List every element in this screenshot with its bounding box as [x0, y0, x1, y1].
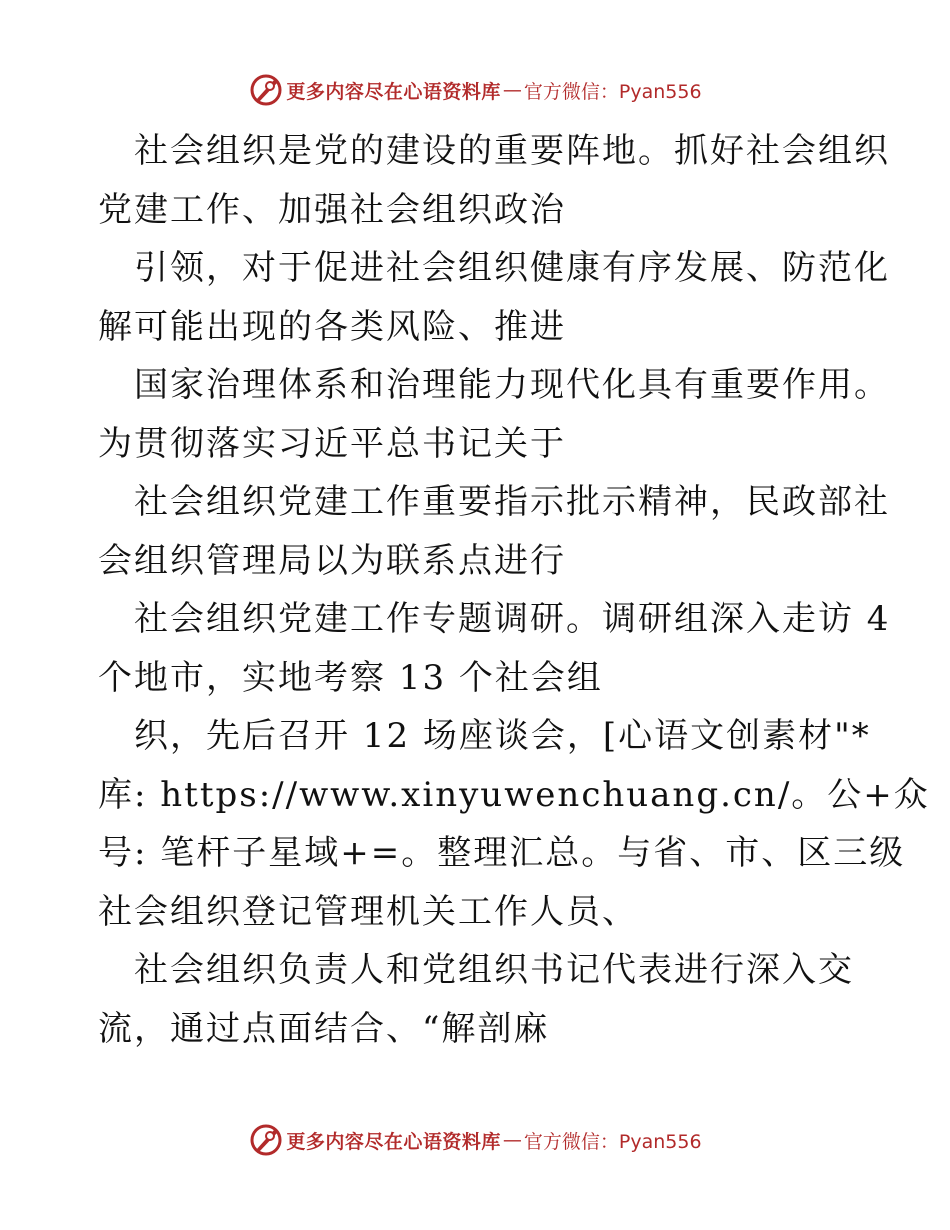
quill-pen-logo-icon — [248, 72, 284, 108]
paragraph — [98, 590, 891, 707]
paragraph — [98, 707, 930, 941]
footer-banner — [0, 1120, 950, 1160]
paragraph-line: 流，通过点面结合、“解剖麻 — [98, 1008, 550, 1049]
banner-contact: 官方微信：Pyan556 — [523, 80, 702, 103]
paragraph-line: 社会组织登记管理机关工作人员、 — [98, 891, 638, 932]
paragraph-line: 党建工作、加强社会组织政治 — [98, 189, 566, 230]
paragraph — [98, 473, 890, 590]
paragraph-line: 会组织管理局以为联系点进行 — [98, 540, 566, 581]
banner-dash: — — [502, 1129, 522, 1151]
paragraph-line: 织，先后召开 12 场座谈会，[心语文创素材"* — [134, 716, 871, 756]
paragraph-line: 国家治理体系和治理能力现代化具有重要作用。 — [134, 365, 890, 405]
quill-pen-logo-icon — [248, 1122, 284, 1158]
paragraph — [98, 122, 890, 239]
banner-contact: 官方微信：Pyan556 — [523, 1130, 702, 1153]
paragraph-line: 社会组织党建工作重要指示批示精神，民政部社 — [134, 482, 890, 522]
paragraph — [98, 941, 858, 1058]
paragraph-line: 解可能出现的各类风险、推进 — [98, 306, 566, 347]
paragraph — [98, 356, 890, 473]
banner-dash: — — [502, 79, 522, 101]
paragraph-line: 个地市，实地考察 13 个社会组 — [98, 657, 603, 698]
paragraph-line: 引领，对于促进社会组织健康有序发展、防范化 — [134, 248, 890, 288]
paragraph — [98, 239, 890, 356]
paragraph-line: 社会组织党建工作专题调研。调研组深入走访 4 — [134, 599, 891, 639]
banner-text: 更多内容尽在心语资料库 — [286, 1130, 501, 1153]
paragraph-line: 号: 笔杆子星域+=。整理汇总。与省、市、区三级 — [98, 833, 906, 873]
paragraph-line: 社会组织负责人和党组织书记代表进行深入交 — [134, 950, 854, 990]
paragraph-line: 社会组织是党的建设的重要阵地。抓好社会组织 — [134, 131, 890, 171]
header-banner — [0, 70, 950, 110]
document-body — [98, 122, 930, 1058]
banner-text: 更多内容尽在心语资料库 — [286, 80, 501, 103]
paragraph-line: 为贯彻落实习近平总书记关于 — [98, 423, 566, 464]
paragraph-line: 库: https://www.xinyuwenchuang.cn/。公+众 — [98, 774, 930, 815]
